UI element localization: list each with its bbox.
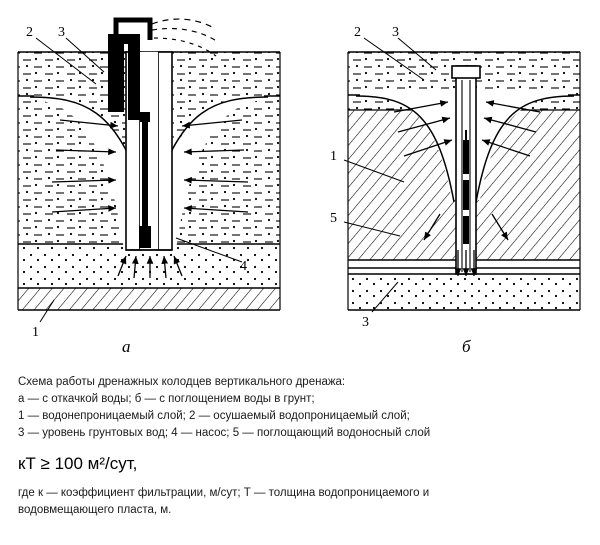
caption-title: Схема работы дренажных колодцев вертикального дренажа: (18, 376, 346, 388)
callout-b-2: 2 (354, 25, 361, 40)
panel-b (330, 25, 580, 356)
callout-a-3: 3 (58, 25, 65, 40)
callout-b-1: 1 (330, 149, 337, 164)
figure-caption (18, 374, 584, 519)
note-line-2: водовмещающего пласта, м. (18, 504, 172, 516)
callout-b-3b: 3 (362, 315, 369, 330)
note-line-1: где к — коэффициент фильтрации, м/сут; Т — толщина водопроницаемого и (18, 487, 430, 499)
callout-b-5: 5 (330, 211, 337, 226)
caption-line-1: а — с откачкой воды; б — с поглощением воды в грунт; (18, 393, 315, 405)
callout-a-4: 4 (240, 259, 247, 274)
callout-a-1: 1 (32, 325, 39, 340)
formula-text: кТ ≥ 100 м²/сут, (18, 454, 138, 473)
panel-a (18, 19, 280, 356)
panel-b-label: б (462, 337, 471, 356)
panel-a-label: а (122, 337, 131, 356)
callout-b-3: 3 (392, 25, 399, 40)
callout-a-2: 2 (26, 25, 33, 40)
caption-line-3: 3 — уровень грунтовых вод; 4 — насос; 5 — поглощающий водоносный слой (18, 427, 431, 439)
caption-line-2: 1 — водонепроницаемый слой; 2 — осушаемый водопроницаемый слой; (18, 410, 410, 422)
